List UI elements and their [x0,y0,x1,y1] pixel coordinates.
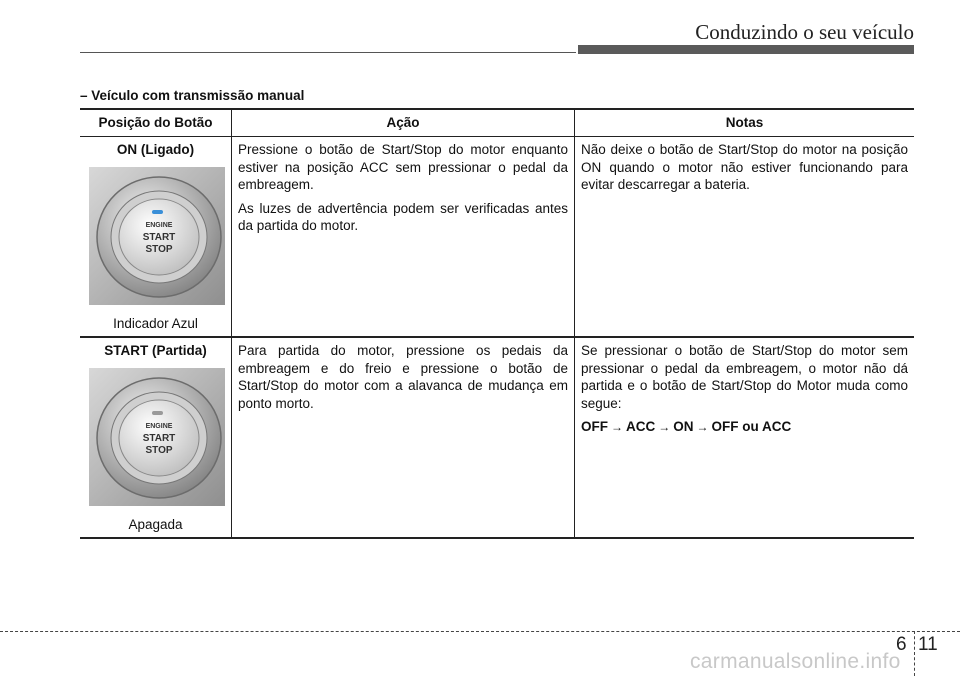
action-cell [232,137,575,338]
footer-rule [0,631,960,632]
watermark: carmanualsonline.info [690,650,901,673]
button-text-start: START [142,432,176,444]
page-header-title: Conduzindo o seu veículo [695,20,914,44]
button-text-stop: STOP [145,444,173,456]
indicator-caption: Indicador Azul [113,315,198,331]
state-off-or-acc: OFF ou ACC [711,419,792,435]
position-label: START (Partida) [104,343,207,359]
notes-text: Se pressionar o botão de Start/Stop do motor sem pressionar o pedal da embreagem, o motor não dá partida e o botão de Start/Stop do Motor muda como segue: [581,343,908,411]
section-title: – Veículo com transmissão manual [80,88,305,103]
table-header-row [80,109,914,137]
header-rule [80,52,576,53]
page-number: 11 [918,634,938,655]
button-text-start: START [142,231,176,243]
table-row [80,337,914,538]
state-sequence [581,418,908,436]
table-row [80,137,914,338]
position-cell [80,337,232,538]
action-text: As luzes de advertência podem ser verificadas antes da partida do motor. [238,200,568,234]
action-text: Pressione o botão de Start/Stop do motor enquanto estiver na posição ACC sem pressionar o pedal da embreagem. [238,142,568,193]
engine-start-button-photo [89,368,225,506]
indicator-light [152,411,163,415]
notes-cell [575,337,915,538]
engine-start-button-photo [89,167,225,305]
arrow-right-icon: → [658,420,671,435]
button-text-engine: ENGINE [145,221,173,229]
notes-cell [575,137,915,338]
button-text-engine: ENGINE [145,422,173,430]
notes-text: Não deixe o botão de Start/Stop do motor na posição ON quando o motor não estiver funcionando para evitar descarregar a bateria. [581,142,908,193]
action-cell [232,337,575,538]
arrow-right-icon: → [696,420,709,435]
position-cell [80,137,232,338]
state-on: ON [673,419,694,435]
indicator-light [152,210,163,214]
page-number-separator [914,631,915,676]
header-notes: Notas [575,109,915,137]
indicator-caption: Apagada [128,516,183,532]
chapter-number: 6 [896,634,907,655]
position-label: ON (Ligado) [116,142,195,157]
button-positions-table [80,108,914,539]
action-text: Para partida do motor, pressione os pedais da embreagem e do freio e pressione o botão de Start/Stop do motor com a alavanca de mudança em ponto morto. [238,343,568,411]
header-action: Ação [232,109,575,137]
state-acc: ACC [626,419,656,435]
state-off: OFF [581,419,608,435]
arrow-right-icon: → [611,420,623,435]
header-position: Posição do Botão [80,109,232,137]
button-text-stop: STOP [145,243,173,255]
header-bar [578,45,914,54]
